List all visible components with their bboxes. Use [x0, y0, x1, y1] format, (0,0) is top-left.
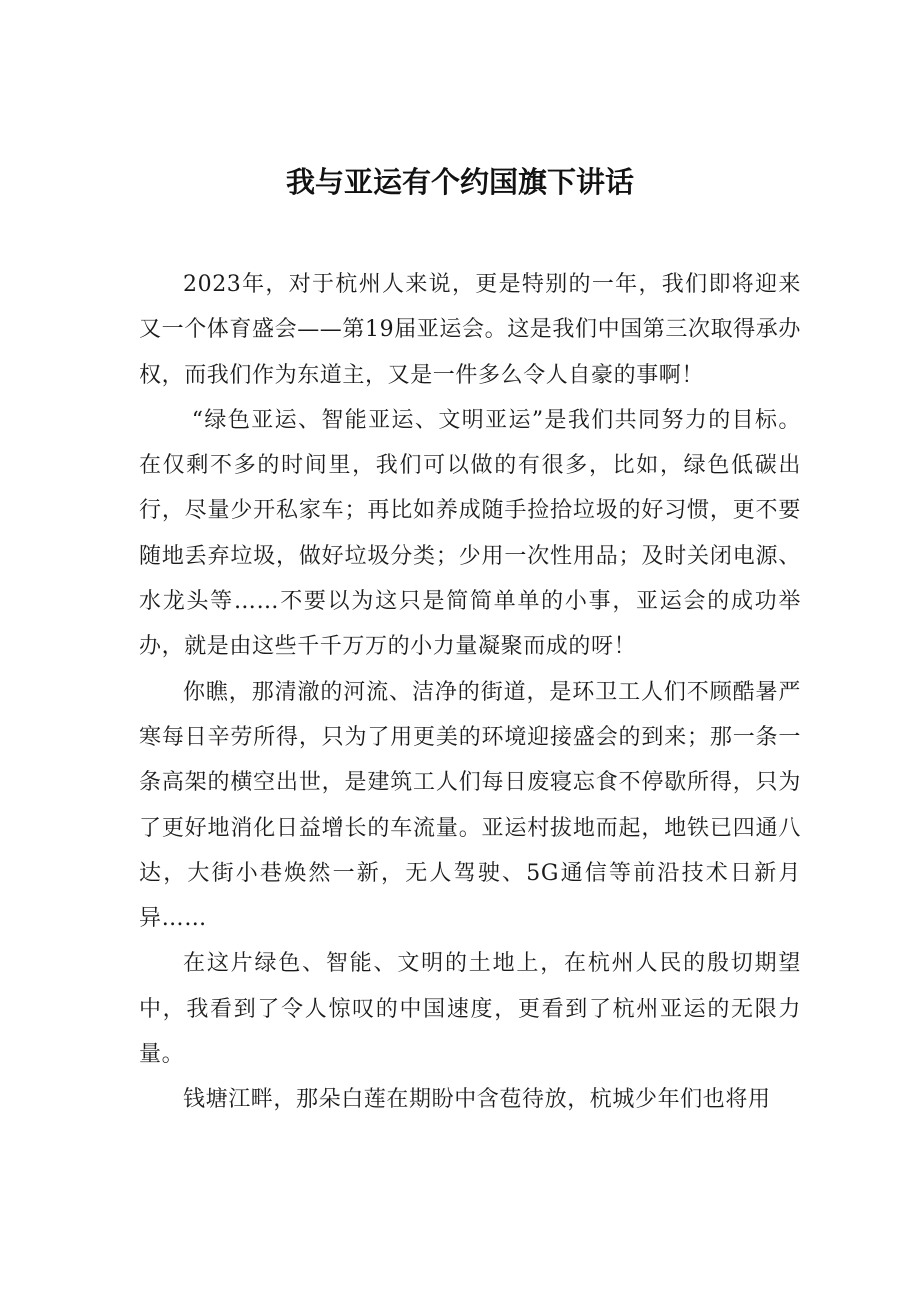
paragraph-3: 你瞧，那清澈的河流、洁净的街道，是环卫工人们不顾酷暑严寒每日辛劳所得，只为了用更美的环境迎接盛会的到来；那一条一条高架的横空出世，是建筑工人们每日废寝忘食不停歇所得，只为了更好地消化日益增长的车流量。亚运村拔地而起，地铁已四通八达，大街小巷焕然一新，无人驾驶、5G通信等前沿技术日新月异……	[139, 679, 801, 932]
paragraph-4: 在这片绿色、智能、文明的土地上，在杭州人民的殷切期望中，我看到了令人惊叹的中国速度，更看到了杭州亚运的无限力量。	[139, 951, 801, 1068]
paragraph-5: 钱塘江畔，那朵白莲在期盼中含苞待放，杭城少年们也将用	[183, 1087, 771, 1113]
document-body	[139, 262, 801, 1123]
document-title: 我与亚运有个约国旗下讲话	[285, 165, 634, 199]
paragraph-1: 2023年，对于杭州人来说，更是特别的一年，我们即将迎来又一个体育盛会——第19届亚运会。这是我们中国第三次取得承办权，而我们作为东道主，又是一件多么令人自豪的事啊！	[139, 272, 801, 388]
paragraph-2: “绿色亚运、智能亚运、文明亚运”是我们共同努力的目标。在仅剩不多的时间里，我们可以做的有很多，比如，绿色低碳出行，尽量少开私家车；再比如养成随手捡拾垃圾的好习惯，更不要随地丢弃垃圾，做好垃圾分类；少用一次性用品；及时关闭电源、水龙头等……不要以为这只是简简单单的小事，亚运会的成功举办，就是由这些千千万万的小力量凝聚而成的呀！	[139, 407, 801, 660]
